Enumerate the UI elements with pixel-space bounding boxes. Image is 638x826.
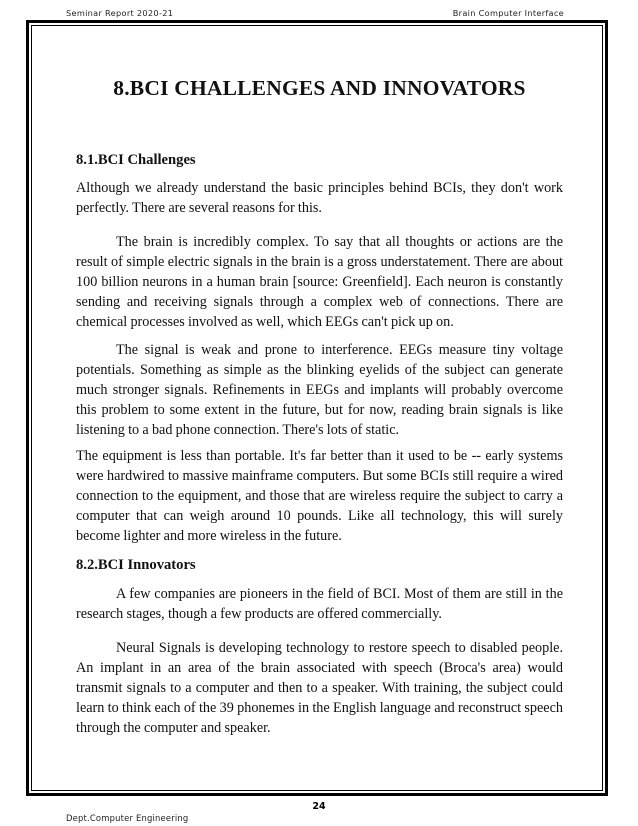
paragraph: The signal is weak and prone to interference. EEGs measure tiny voltage potentials. Something as simple as the blinking eyelids of the subject can generate much stronger signals. Refinements in EEGs and implants will probably overcome this problem to some extent in the future, but for now, reading brain signals is like listening to a bad phone connection. There's lots of static.	[76, 342, 563, 438]
header-report-title: Seminar Report 2020-21	[66, 8, 174, 18]
paragraph: The brain is incredibly complex. To say that all thoughts or actions are the result of simple electric signals in the brain is a gross understatement. There are about 100 billion neurons in a human brain [source: Greenfield]. Each neuron is constantly sending and receiving signals through a complex web of connections. There are chemical processes involved as well, which EEGs can't pick up on.	[76, 234, 563, 330]
page-number: 24	[312, 801, 326, 812]
paragraph: Although we already understand the basic principles behind BCIs, they don't work perfectly. There are several reasons for this.	[76, 180, 563, 216]
chapter-title: 8.BCI CHALLENGES AND INNOVATORS	[113, 76, 526, 100]
running-footer: Dept.Computer Engineering	[66, 813, 189, 823]
paragraph: The equipment is less than portable. It's far better than it used to be -- early systems were hardwired to massive mainframe computers. But some BCIs still require a wired connection to the equipment, and those that are wireless require the subject to carry a computer that can weigh around 10 pounds. Like all technology, this will surely become lighter and more wireless in the future.	[76, 448, 563, 544]
section-heading-challenges: 8.1.BCI Challenges	[76, 152, 196, 168]
paragraph: A few companies are pioneers in the field of BCI. Most of them are still in the research stages, though a few products are offered commercially.	[76, 586, 563, 622]
paragraph: Neural Signals is developing technology to restore speech to disabled people. An implant in an area of the brain associated with speech (Broca's area) would transmit signals to a computer and then to a speaker. With training, the subject could learn to think each of the 39 phonemes in the English language and reconstruct speech through the computer and speaker.	[76, 640, 563, 736]
header-topic: Brain Computer Interface	[452, 8, 564, 18]
section-heading-innovators: 8.2.BCI Innovators	[76, 557, 196, 573]
